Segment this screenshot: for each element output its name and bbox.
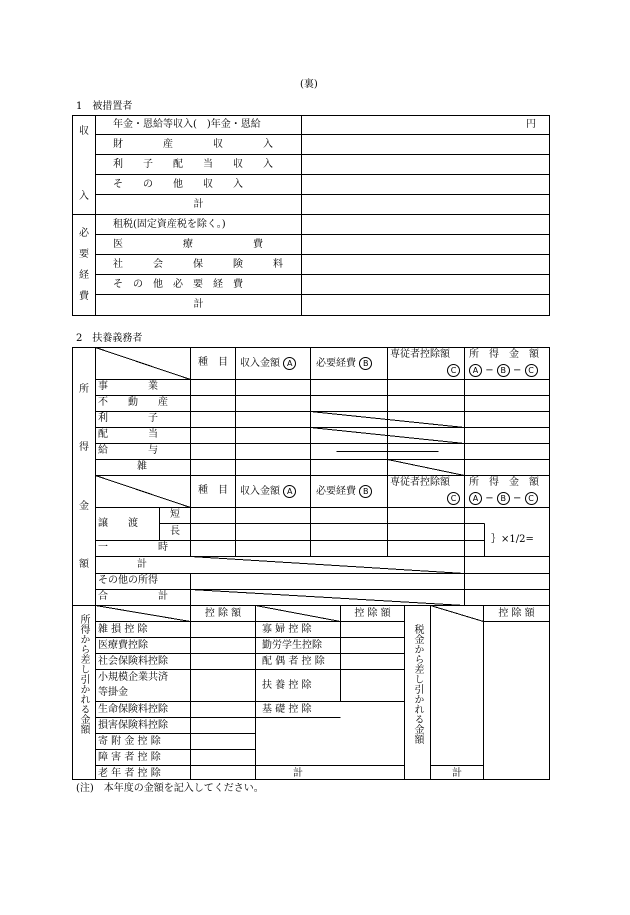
- circle-b-badge: B: [359, 357, 372, 370]
- real-estate-label: 不 動 産: [98, 397, 168, 408]
- widow-deduction-label: 寡 婦 控 除: [262, 624, 312, 635]
- income-amount-side-2: 得: [79, 442, 89, 453]
- circle-c-badge: C: [447, 364, 460, 377]
- tax-side-char: か: [412, 644, 423, 654]
- formula-minus-3: −: [485, 493, 494, 504]
- tax-side-char: る: [412, 714, 423, 724]
- section2-title: 2 扶養義務者: [76, 333, 143, 344]
- income-amount-side-4: 額: [79, 559, 89, 570]
- medical-expense-label: 医 療 費: [113, 239, 263, 250]
- deduct-side-char: る: [78, 704, 89, 714]
- formula-minus-4: −: [512, 493, 522, 504]
- expense-header: [316, 357, 372, 370]
- formula-a-icon-2: A: [469, 492, 482, 505]
- income-amount-side-1: 所: [79, 384, 89, 395]
- exclusive-deduction-header-2: 専従者控除額: [390, 477, 450, 488]
- tax-deduct-side-label: [412, 624, 422, 744]
- circle-c-deduction: [390, 364, 460, 377]
- deduct-side-char: か: [78, 634, 89, 644]
- elderly-deduction-label: 老 年 者 控 除: [98, 768, 161, 779]
- expense-side-label-4: 費: [79, 291, 89, 302]
- deduct-side-char: 額: [78, 724, 89, 734]
- short-term-label: 短: [170, 509, 180, 520]
- tax-side-char: か: [412, 694, 423, 704]
- tax-side-char: 税: [412, 624, 423, 634]
- deduct-side-char: し: [78, 664, 89, 674]
- exclusive-deduction-header: 専従者控除額: [390, 349, 450, 360]
- tax-side-char: れ: [412, 704, 423, 714]
- tax-side-char: し: [412, 674, 423, 684]
- formula-c-icon: C: [525, 364, 538, 377]
- income-amount-text: 収入金額: [240, 358, 280, 369]
- medical-deduction-label: 医療費控除: [98, 640, 148, 651]
- formula-b-icon: B: [497, 364, 510, 377]
- circle-c-badge-2: C: [447, 492, 460, 505]
- circle-a-badge: A: [283, 357, 296, 370]
- circle-b-badge-2: B: [359, 485, 372, 498]
- tax-excl-fixed-asset-label: 租税(固定資産税を除く。): [113, 219, 226, 230]
- interest-dividend-income-label: 利 子 配 当 収 入: [113, 159, 273, 170]
- income-amount-header: [240, 357, 296, 370]
- expense-side-label-1: 必: [79, 228, 89, 239]
- formula-minus-2: −: [512, 365, 522, 376]
- deduction-amount-header-3: 控 除 額: [498, 608, 535, 619]
- other-income-2-label: その他の所得: [98, 575, 158, 586]
- expense-total-label: 計: [193, 299, 204, 310]
- income-total-label: 計: [193, 199, 204, 210]
- tax-side-char: 額: [412, 734, 423, 744]
- life-insurance-deduction-label: 生命保険料控除: [98, 704, 168, 715]
- tax-deduction-total-label: 計: [452, 768, 462, 779]
- spouse-deduction-label: 配 偶 者 控 除: [262, 656, 325, 667]
- calc-total-label: 計: [137, 559, 147, 570]
- yen-unit: 円: [526, 119, 536, 130]
- income-side-label-1: 収: [79, 126, 89, 137]
- expense-side-label-3: 経: [79, 270, 89, 281]
- tax-side-char: 金: [412, 724, 423, 734]
- property-income-label: 財 産 収 入: [113, 139, 273, 150]
- misc-label: 雑: [137, 461, 147, 472]
- net-income-formula-2: [469, 492, 538, 505]
- deduct-side-label: [78, 614, 88, 734]
- income-side-label-2: 入: [79, 191, 89, 202]
- formula-minus-1: −: [485, 365, 494, 376]
- section1-title: 1 被措置者: [76, 101, 133, 112]
- donation-deduction-label: 寄 附 金 控 除: [98, 736, 161, 747]
- page-side-label: (裏): [300, 79, 318, 90]
- expense-text-2: 必要経費: [316, 486, 356, 497]
- deduction-amount-header-1: 控 除 額: [204, 608, 242, 619]
- nonlife-insurance-deduction-label: 損害保険料控除: [98, 720, 168, 731]
- dividend-label: 配 当: [98, 429, 158, 440]
- expense-text: 必要経費: [316, 358, 356, 369]
- dependent-deduction-label: 扶 養 控 除: [262, 680, 312, 691]
- deduct-side-char: ら: [78, 644, 89, 654]
- social-insurance-label: 社 会 保 険 料: [113, 259, 283, 270]
- transfer-label: 譲 渡: [98, 518, 138, 529]
- net-income-header: 所 得 金 額: [469, 349, 539, 360]
- net-income-header-2: 所 得 金 額: [469, 477, 539, 488]
- pension-income-label: 年金・恩給等収入( )年金・恩給: [113, 119, 261, 130]
- expense-side-label-2: 要: [79, 249, 89, 260]
- kind-header-2: 種 目: [198, 485, 228, 496]
- disability-deduction-label: 障 害 者 控 除: [98, 752, 161, 763]
- other-income-label: そ の 他 収 入: [113, 179, 243, 190]
- deduct-side-char: 差: [78, 654, 89, 664]
- long-term-label: 長: [170, 526, 180, 537]
- income-amount-side-3: 金: [79, 501, 89, 512]
- working-student-deduction-label: 勤労学生控除: [262, 640, 322, 651]
- deduct-side-char: 所: [78, 614, 89, 624]
- other-expense-label: そ の 他 必 要 経 費: [113, 279, 243, 290]
- basic-deduction-label: 基 礎 控 除: [262, 704, 312, 715]
- lump-sum-label: 一 時: [98, 542, 168, 553]
- expense-header-2: [316, 485, 372, 498]
- business-label: 事 業: [98, 381, 158, 392]
- kind-header: 種 目: [198, 357, 228, 368]
- circle-c-deduction-2: [390, 492, 460, 505]
- grand-total-label: 合 計: [98, 591, 168, 602]
- tax-side-char: 差: [412, 664, 423, 674]
- formula-c-icon-2: C: [525, 492, 538, 505]
- deduct-side-char: か: [78, 684, 89, 694]
- income-amount-text-2: 収入金額: [240, 486, 280, 497]
- tax-side-char: 金: [412, 634, 423, 644]
- casualty-deduction-label: 雑 損 控 除: [98, 624, 148, 635]
- deduction-total-label: 計: [293, 768, 303, 779]
- tax-side-char: ら: [412, 654, 423, 664]
- deduction-amount-header-2: 控 除 額: [354, 608, 391, 619]
- deduct-side-char: 引: [78, 674, 89, 684]
- circle-a-badge-2: A: [283, 485, 296, 498]
- small-business-mutual-label-2: 等掛金: [98, 687, 128, 698]
- formula-b-icon-2: B: [497, 492, 510, 505]
- deduct-side-char: れ: [78, 694, 89, 704]
- social-insurance-deduction-label: 社会保険料控除: [98, 656, 168, 667]
- formula-a-icon: A: [469, 364, 482, 377]
- footnote: (注) 本年度の金額を記入してください。: [76, 783, 264, 794]
- salary-label: 給 与: [98, 445, 158, 456]
- interest-label: 利 子: [98, 413, 158, 424]
- deduct-side-char: 金: [78, 714, 89, 724]
- income-amount-header-2: [240, 485, 296, 498]
- tax-side-char: 引: [412, 684, 423, 694]
- half-multiplier: ｝×1/2=: [491, 534, 534, 545]
- small-business-mutual-label-1: 小規模企業共済: [98, 672, 168, 683]
- deduct-side-char: 得: [78, 624, 89, 634]
- net-income-formula: [469, 364, 538, 377]
